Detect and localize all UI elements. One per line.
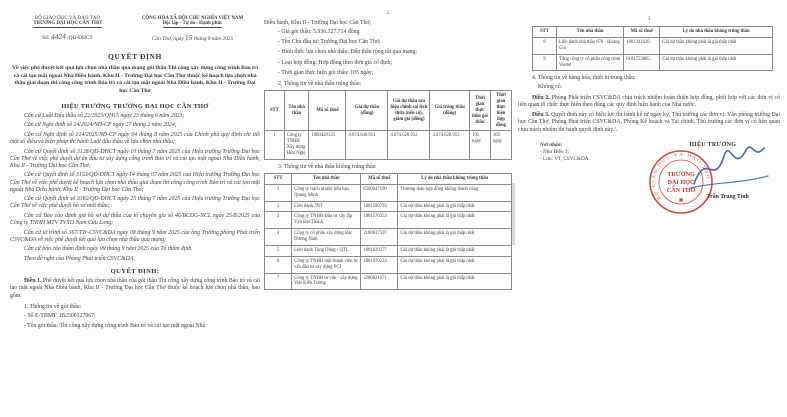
recital: Căn cứ Báo cáo đánh giá hồ sơ dự thầu của tổ chuyên gia số 46/BCĐG-NCL ngày 25/8/2025 của Công ty TNHH MTV TVXD Nam Cửu Long;: [10, 212, 260, 227]
table-row: 2 Liên danh 3NT 1801590793 Giá dự thầu không phải là giá thấp nhất: [265, 201, 512, 212]
col-taxcode: Mã số thuế: [309, 91, 346, 131]
col-contract-time: Thời gian thực hiện hợp đồng: [490, 91, 511, 131]
recital: Căn cứ tờ trình số 367/TTr-CSVC&DA ngày 08 tháng 9 năm 2025 của ông Trưởng phòng Phát triển CSVC&DA về việc phê duyệt kết quả lựa chọn nhà thầu qua mạng;: [10, 229, 260, 243]
recital: Căn cứ báo cáo thẩm định ngày 09 tháng 9 năm 2025 của Tổ thẩm định.: [24, 246, 193, 253]
bullet-investor: - Tên Chủ đầu tư: Trường Đại học Cần Thơ;: [278, 39, 381, 46]
col-stt: STT: [533, 27, 557, 38]
agency-parent: BỘ GIÁO DỤC VÀ ĐÀO TẠO: [34, 16, 101, 21]
winner-table-row: 1 Công ty TNHH Xây dựng Hữu Nghị 1800420125 4.674.640.914 4.674.628.953 4.674.628.953 105 ngày 105 ngày: [265, 131, 512, 160]
stamp-center-line3: CẦN THƠ: [666, 186, 695, 194]
table-row: 5 Liên danh Tùng Dũng - QTL 1801629377 Giá dự thầu không phải là giá thấp nhất: [265, 245, 512, 256]
stamp-center-line2: ĐẠI HỌC: [667, 178, 695, 186]
table-row: 9 Tổng công ty cổ phần công trình Viettel 0104753865 Giá dự thầu không phải là giá thấp nhất: [533, 54, 773, 71]
article-2-label: Điều 2.: [532, 94, 550, 101]
col-package-time: Thời gian thực hiện gói thầu: [469, 91, 490, 131]
col-stt: STT: [265, 173, 292, 184]
signature-block: [646, 142, 780, 222]
signature-footer: [518, 142, 780, 222]
col-contractor: Tên nhà thầu: [292, 173, 361, 184]
doc-number-label: Số:: [42, 35, 50, 41]
article-2: [518, 95, 780, 109]
bullet-duration: - Thời gian thực hiện gói thầu: 105 ngày;: [278, 69, 374, 76]
winner-table-header-row: [265, 91, 512, 131]
recital: Căn cứ Nghị định số 24/2024/NĐ-CP ngày 27 tháng 2 năm 2024;: [24, 122, 177, 129]
page-1: [10, 0, 260, 330]
article-3: [518, 112, 780, 134]
document-number: [10, 32, 125, 41]
doc-number-suffix: /QĐ-ĐHCT: [67, 35, 93, 41]
winner-section-heading: 2. Thông tin về nhà thầu trúng thầu:: [278, 81, 362, 88]
day-handwritten: 15: [184, 32, 194, 43]
page-3: [518, 0, 780, 222]
bullet-selection-method: - Hình thức lựa chọn nhà thầu: Đấu thầu rộng rãi qua mạng;: [278, 49, 417, 56]
article-1-text: Phê duyệt kết quả lựa chọn nhà thầu của gói thầu Thi công xây dựng công trình Bảo trì và cải tạo mặt ngoài Nhà Điều hành, Khu II - Trường Đại học Cần Thơ thuộc kế hoạch lựa chọn nhà thầu, bao gồm:: [10, 278, 260, 299]
doc-number-handwritten: 4424: [50, 31, 67, 42]
signer-name: Trần Trung Tính: [706, 193, 749, 200]
page-2: [264, 0, 512, 290]
losers-table-header-row: [533, 27, 773, 38]
scan-artifact: [512, 183, 515, 245]
recital: Căn cứ Quyết định số 3128/QĐ-ĐHCT ngày 10 tháng 7 năm 2025 của Hiệu trưởng Trường Đại học Cần Thơ về việc phê duyệt dự án đầu tư xây dựng công trình Bảo trì và cải tạo mặt ngoài Nhà Điều hành, Khu II - Trường Đại học Cần Thơ;: [10, 148, 260, 169]
bullet-contract-type: - Loại hợp đồng: Hợp đồng theo đơn giá cố định;: [278, 59, 393, 66]
agency-name: TRƯỜNG ĐẠI HỌC CẦN THƠ: [33, 21, 102, 26]
winner-table: [264, 90, 512, 160]
table-row: 3 Công ty TNHH Đầu tư xây lắp Vạn Đạt Thành 1801576353 Giá dự thầu không phải là giá thấp nhất: [265, 212, 512, 229]
section-1-heading: 1. Thông tin về gói thầu:: [24, 303, 82, 310]
article-3-label: Điều 3.: [532, 112, 550, 119]
recital: Theo đề nghị của Phòng Phát triển CSVC&DA.: [24, 256, 135, 263]
goods-value: Không có.: [538, 84, 563, 91]
stamp-ring-text: BỘ GIÁO DỤC VÀ ĐÀO TẠO: [651, 152, 710, 201]
col-bid-price: Giá dự thầu (đồng): [346, 91, 388, 131]
issuing-agency-block: [10, 16, 125, 42]
bullet-etbmt: - Số E-TBMT: IB2500327067;: [24, 312, 96, 319]
recipient-item: - Lưu: VT, CSVC&DA.: [540, 155, 590, 162]
national-motto-line1: CỘNG HÒA XÃ HỘI CHỦ NGHĨA VIỆT NAM: [141, 16, 244, 21]
recipients-label: Nơi nhận:: [540, 141, 563, 148]
recital: Căn cứ Quyết định số 3382/QĐ-ĐHCT ngày 25 tháng 7 năm 2025 của Hiệu trưởng Trường Đại học Cần Thơ về việc phê duyệt hồ sơ mời thầu;: [10, 196, 260, 210]
table-row: 4 Công ty cổ phần xây dựng Bắc Dương Nam 2100637597 Giá dự thầu không phải là giá thấp nhất: [265, 229, 512, 246]
col-stt: STT: [265, 91, 285, 131]
stamp-star: ✱: [678, 197, 684, 204]
col-contractor: Tên nhà thầu: [557, 27, 624, 38]
page-number: 2: [386, 10, 390, 16]
goods-section-heading: 4. Thông tin về hàng hóa, thiết bị trúng thầu:: [532, 75, 636, 82]
col-taxcode: Mã số thuế: [361, 173, 398, 184]
national-header-block: [125, 16, 260, 42]
continuation-line: Điều hành, Khu II - Trường Đại học Cần Thơ;: [264, 20, 372, 26]
table-row: 8 Liên danh nhà thầu 678 - Hoàng Gia 1801341620 Giá dự thầu không phải là giá thấp nhất: [533, 37, 773, 54]
recipients-block: [540, 142, 646, 222]
losers-table-header-row: [265, 173, 512, 184]
document-subtitle: Về việc phê duyệt kết quả lựa chọn nhà thầu qua mạng gói thầu Thi công xây dựng công trình Bảo trì và cải tạo mặt ngoài Nhà Điều hành, Khu II - Trường Đại học Cần Thơ thuộc kế hoạch lựa chọn nhà thầu giai đoạn thi công công trình Bảo trì và cải tạo mặt ngoài Nhà Điều hành, Khu II - Trường Đại học Cần Thơ: [11, 65, 259, 94]
recipient-item: - Như Điều 3;: [540, 148, 569, 155]
bullet-package-name: - Tên gói thầu: Thi công xây dựng công trình Bảo trì và cải tạo mặt ngoài Nhà: [24, 323, 206, 330]
recital: Căn cứ Luật Đấu thầu số 22/2023/QH15 ngày 23 tháng 6 năm 2023;: [24, 112, 185, 119]
col-award-price: Giá trúng thầu (đồng): [430, 91, 470, 131]
col-contractor: Tên nhà thầu: [284, 91, 309, 131]
col-taxcode: Mã số thuế: [624, 27, 660, 38]
decision-heading: QUYẾT ĐỊNH:: [110, 268, 160, 276]
losers-section-heading: 3. Thông tin về nhà thầu không trúng thầu: [278, 163, 376, 170]
signer-title: HIỆU TRƯỞNG: [689, 141, 737, 148]
table-row: 7 Công ty TNHH tư vấn - xây dựng Việt Kiến Tường 2200621671 Giá dự thầu không phải là giá thấp nhất: [265, 273, 512, 290]
page1-header: [10, 16, 260, 42]
article-1: [10, 278, 260, 300]
page-number: 3: [647, 16, 651, 22]
table-row: 6 Công ty TNHH một thành viên tư vấn đầu tư xây dựng PCI 1801070233 Giá dự thầu không phải là giá thấp nhất: [265, 256, 512, 273]
losers-table-continued: [532, 26, 773, 71]
table-row: 1 Công ty trách nhiệm hữu hạn Quang Minh 6300047190 Thương thảo hợp đồng không thành công: [265, 184, 512, 201]
article-1-label: Điều 1.: [24, 278, 42, 285]
col-reason: Lý do nhà thầu không trúng thầu: [398, 173, 512, 184]
document-title: QUYẾT ĐỊNH: [108, 52, 162, 61]
handwritten-signature: [680, 140, 780, 198]
recital: Căn cứ Nghị định số 214/2025/NĐ-CP ngày 04 tháng 8 năm 2025 của Chính phủ quy định chi tiết một số điều và biện pháp thi hành Luật đấu thầu về lựa chọn nhà thầu;: [10, 131, 260, 146]
article-3-text: Quyết định này có hiệu lực thi hành kể từ ngày ký, Thủ trưởng các đơn vị: Văn phòng trường Đại học Cần Thơ, Phòng Phát triển CSVC&DA, Phòng Kế hoạch và Tài chính, Thủ trưởng các đơn vị có liên quan chịu trách nhiệm thi hành quyết định này./.: [518, 112, 780, 133]
stamp-center-line1: TRƯỜNG: [666, 170, 695, 178]
national-motto-line2: Độc lập - Tự do - Hạnh phúc: [162, 21, 223, 26]
article-2-text: Phòng Phát triển CSVC&DA chịu trách nhiệm hoàn thiện hợp đồng, phối hợp với các đơn vị có liên quan tổ chức thực hiện theo đúng các quy định hiện hành của Nhà nước.: [518, 94, 780, 108]
recital: Căn cứ Quyết định số 3153/QĐ-ĐHCT ngày 14 tháng 07 năm 2025 của Hiệu trưởng Trường Đại học Cần Thơ về việc phê duyệt kế hoạch lựa chọn nhà thầu giai đoạn thi công công trình Bảo trì và cải tạo mặt ngoài Nhà Điều hành, Khu II - Trường Đại học Cần Thơ;: [10, 172, 260, 193]
issuer-heading: HIỆU TRƯỞNG TRƯỜNG ĐẠI HỌC CẦN THƠ: [61, 103, 209, 111]
col-reason: Lý do nhà thầu không trúng thầu: [660, 27, 773, 38]
place-date: Cần Thơ, ngày 15 tháng 9 năm 2025: [151, 32, 234, 43]
losers-table: [264, 173, 512, 290]
bullet-package-price: - Giá gói thầu: 5.936.327.714 đồng: [278, 29, 360, 35]
col-adjusted-price: Giá dự thầu sau hiệu chỉnh sai lệch thừa (nếu có), giảm giá (đồng): [388, 91, 430, 131]
